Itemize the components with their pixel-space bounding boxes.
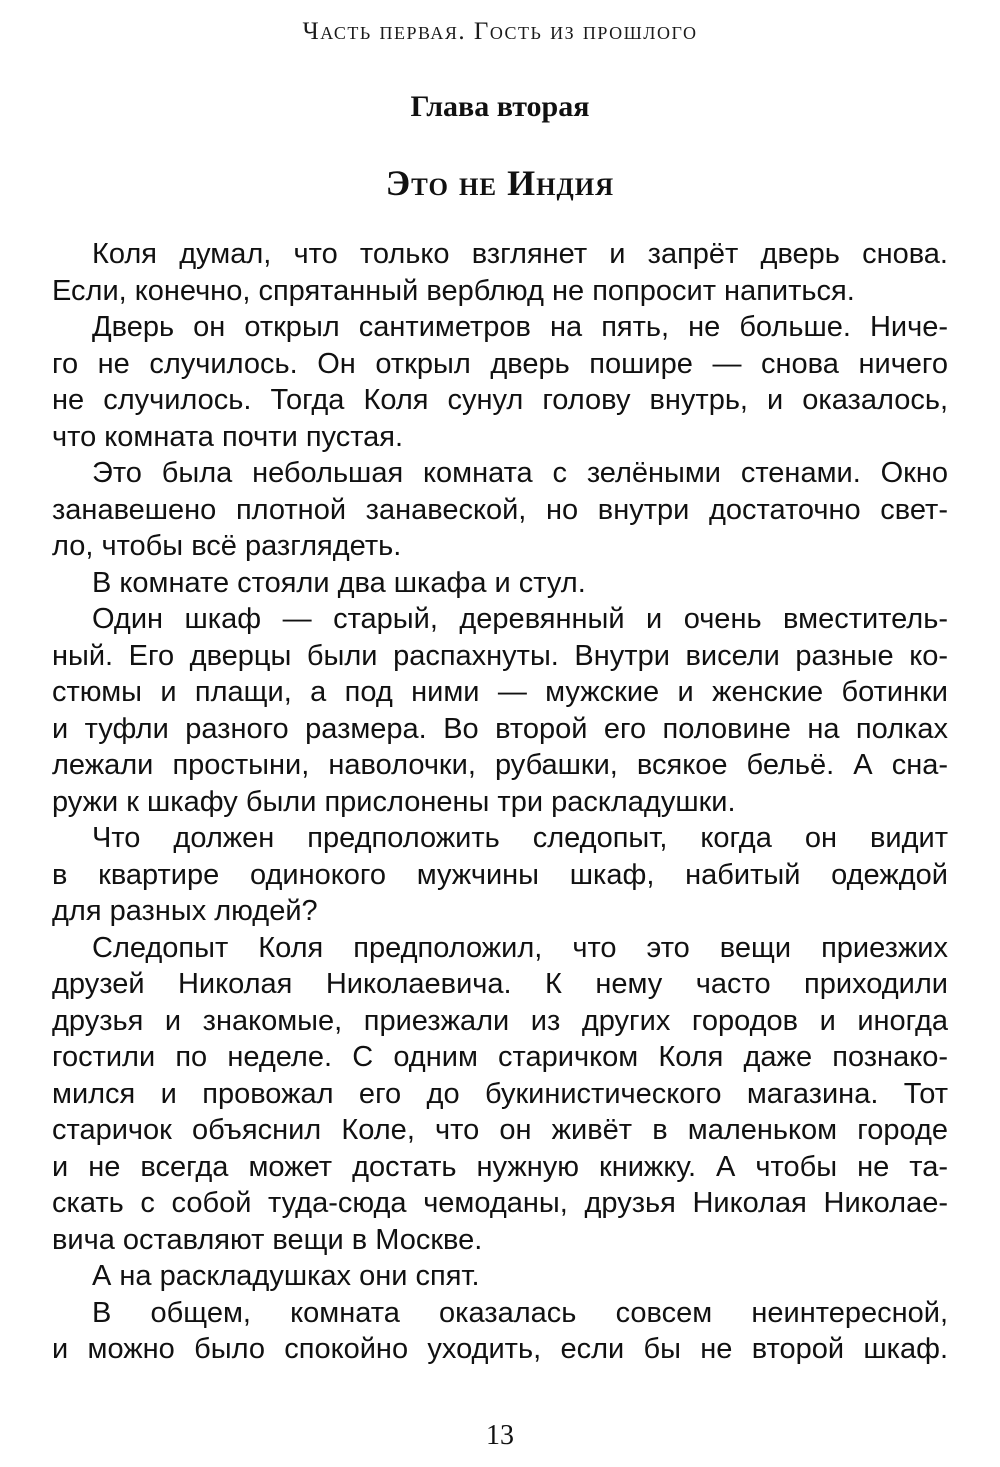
text-line: Что должен предположить следопыт, когда он видит <box>92 822 948 854</box>
text-line: мился и провожал его до букинистического магазина. Тот <box>52 1077 948 1110</box>
text-line: лежали простыни, наволочки, рубашки, всякое бельё. А сна- <box>52 749 948 781</box>
text-line: Следопыт Коля предположил, что это вещи приезжих <box>92 931 948 964</box>
text-line: Дверь он открыл сантиметров на пять, не больше. Ниче- <box>92 311 948 343</box>
text-line: А на раскладушках они спят. <box>92 1260 480 1292</box>
text-line: В общем, комната оказалась совсем неинтересной, <box>92 1296 948 1329</box>
text-line: друзья и знакомые, приезжали из других городов и иногда <box>52 1004 948 1037</box>
text-line: не случилось. Тогда Коля сунул голову внутрь, и оказалось, <box>52 384 948 416</box>
chapter-title: Это не Индия <box>385 163 615 203</box>
page-number: 13 <box>486 1420 514 1451</box>
text-line: гостили по неделе. С одним старичком Коля даже познако- <box>52 1041 948 1073</box>
running-head: Часть первая. Гость из прошлого <box>302 18 698 45</box>
chapter-number: Глава вторая <box>410 90 590 123</box>
text-line: в квартире одинокого мужчины шкаф, набитый одеждой <box>52 858 948 891</box>
text-line: старичок объяснил Коле, что он живёт в маленьком городе <box>52 1114 948 1146</box>
text-line: вича оставляют вещи в Москве. <box>52 1223 483 1256</box>
text-line: В комнате стояли два шкафа и стул. <box>92 566 586 599</box>
text-line: ружи к шкафу были прислонены три раскладушки. <box>52 785 736 818</box>
text-line: и не всегда может достать нужную книжку. А чтобы не та- <box>52 1150 948 1183</box>
text-line: Один шкаф — старый, деревянный и очень вместитель- <box>92 603 948 635</box>
text-line: что комната почти пустая. <box>52 420 404 453</box>
text-line: го не случилось. Он открыл дверь пошире — снова ничего <box>52 347 948 380</box>
text-line: скать с собой туда-сюда чемоданы, друзья Николая Николае- <box>52 1187 948 1219</box>
text-line: Если, конечно, спрятанный верблюд не попросит напиться. <box>52 274 855 307</box>
text-line: занавешено плотной занавеской, но внутри достаточно свет- <box>52 493 948 526</box>
text-line: и можно было спокойно уходить, если бы не второй шкаф. <box>52 1333 948 1365</box>
text-line: Коля думал, что только взглянет и запрёт дверь снова. <box>92 238 948 270</box>
text-line: и туфли разного размера. Во второй его половине на полках <box>52 712 948 745</box>
body-text <box>52 236 948 1368</box>
text-line: ный. Его дверцы были распахнуты. Внутри висели разные ко- <box>52 639 948 672</box>
text-line: ло, чтобы всё разглядеть. <box>52 530 402 562</box>
text-line: для разных людей? <box>52 895 318 927</box>
text-line: друзей Николая Николаевича. К нему часто приходили <box>52 968 948 1000</box>
text-line: стюмы и плащи, а под ними — мужские и женские ботинки <box>52 676 948 708</box>
text-line: Это была небольшая комната с зелёными стенами. Окно <box>92 457 948 489</box>
